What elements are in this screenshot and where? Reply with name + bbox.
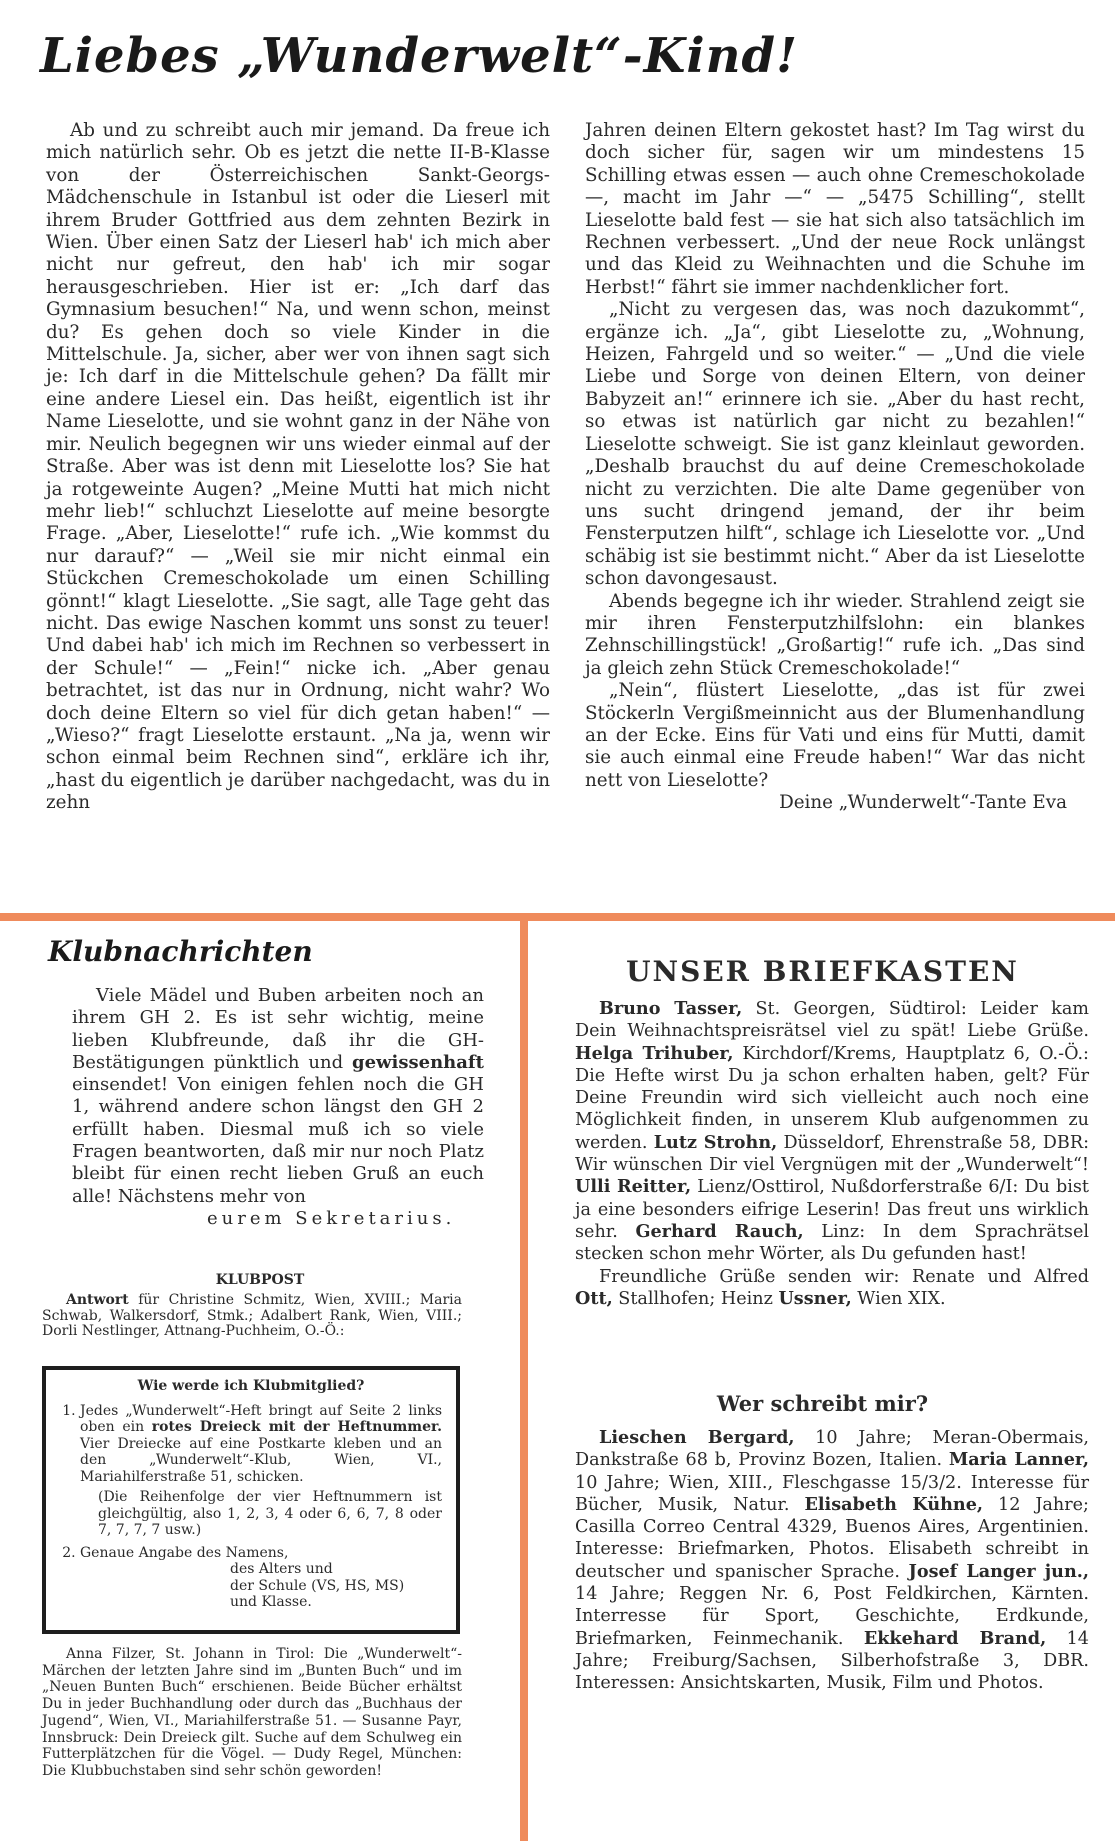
letter-name: Helga Trihuber, [575,1042,734,1064]
pen-pal-name: Elisabeth Kühne, [804,1493,984,1515]
article-paragraph: Ab und zu schreibt auch mir jemand. Da freue ich mich natürlich sehr. Ob es jetzt die nette II-B-Klasse von der Österreichischen Sankt-Georgs-Mädchenschule in Istanbul ist oder die Lieserl mit ihrem Bruder Gottfried aus dem zehnten Bezirk in Wien. Über einen Satz der Lieserl hab' ich mich aber nicht nur gefreut, den hab' ich mir sogar herausgeschrieben. Hier ist er: „Ich darf das Gymnasium besuchen!“ Na, und wenn schon, meinst du? Es gehen doch so viele Kinder in die Mittelschule. Ja, sicher, aber wer von ihnen sagt sich je: Ich darf in die Mittelschule gehen? Da fällt mir eine andere Liesel ein. Das heißt, eigentlich ist ihr Name Lieselotte, und sie wohnt ganz in der Nähe von mir. Neulich begegnen wir uns wieder einmal auf der Straße. Aber was ist denn mit Lieselotte los? Sie hat ja rotgeweinte Augen? „Meine Mutti hat mich nicht mehr lieb!“ schluchzt Lieselotte auf meine besorgte Frage. „Aber, Lieselotte!“ rufe ich. „Wie kommst du nur darauf?“ — „Weil sie mir nicht einmal ein Stückchen Cremeschokolade um einen Schilling gönnt!“ klagt Lieselotte. „Sie sagt, alle Tage geht das nicht. Das ewige Naschen kommt uns sonst zu teuer! Und dabei hab' ich mich im Rechnen so verbessert in der Schule!“ — „Fein!“ nicke ich. „Aber genau betrachtet, ist das nur in Ordnung, nicht wahr? Wo doch deine Eltern so viel für dich getan haben!“ — „Wieso?“ fragt Lieselotte erstaunt. „Na ja, wenn wir schon einmal beim Rechnen sind“, erkläre ich ihr, „hast du eigentlich je darüber nachgedacht, was du in zehn [46,120,550,814]
article-signature: Deine „Wunderwelt“-Tante Eva [779,792,1067,814]
article-paragraph: Jahren deinen Eltern gekostet hast? Im Tag wirst du doch sicher für, sagen wir um mindestens 15 Schilling etwas essen — auch ohne Cremeschokolade —, macht im Jahr —“ — „5475 Schilling“, stellt Lieselotte bald fest — sie hat sich also tatsächlich im Rechnen verbessert. „Und der neue Rock unlängst und das Kleid zu Weihnachten und die Schuhe im Herbst!“ fährt sie immer nachdenklicher fort. [585,120,1085,298]
briefkasten-title: UNSER BRIEFKASTEN [626,955,1019,988]
wer-schreibt-title: Wer schreibt mir? [716,1391,929,1416]
step-text: und Klasse. [230,1594,312,1610]
letter-text: Kirchdorf/Krems, Hauptplatz 6, O.-Ö.: Die Hefte wirst Du ja schon erhalten haben, gelt? Für Deine Freundin wird sich vielleicht auch noch eine Möglichkeit finden, in unserem Klub aufgenommen zu werden. [575,1043,1089,1153]
article-title: Liebes „Wunderwelt“-Kind! [40,28,799,84]
membership-step-1 [80,1403,442,1539]
step-text: Vier Dreiecke auf eine Postkarte kleben und an den „Wunderwelt“-Klub, Wien, VI., Mariahilferstraße 51, schicken. [80,1435,442,1485]
klub-signature: eurem Sekretarius. [207,1207,456,1229]
step-note: (Die Reihenfolge der vier Heftnummern ist gleichgültig, also 1, 2, 3, 4 oder 6, 6, 7, 8 oder 7, 7, 7, 7 usw.) [98,1489,442,1538]
letter-text: Düsseldorf, Ehrenstraße 58, DBR: Wir wünschen Dir viel Vergnügen mit der „Wunderwelt“! [575,1132,1090,1176]
article-paragraph: „Nicht zu vergesen das, was noch dazukommt“, ergänze ich. „Ja“, gibt Lieselotte zu, „Wohnung, Heizen, Fahrgeld und so weiter.“ — „Und die viele Liebe und Sorge von deinen Eltern, von deiner Babyzeit an!“ erinnere ich sie. „Aber du hast recht, so etwas ist natürlich gar nicht zu bezahlen!“ Lieselotte schweigt. Sie ist ganz kleinlaut geworden. „Deshalb brauchst du auf deine Cremeschokolade nicht zu verzichten. Die alte Dame gegenüber von uns sucht dringend jemand, der ihr beim Fensterputzen hilft“, schlage ich Lieselotte vor. „Und schäbig ist sie bestimmt nicht.“ Aber da ist Lieselotte schon davongesaust. [585,299,1085,590]
letter-name: Bruno Tasser, [599,998,743,1019]
pen-pal-text: 14 Jahre; Reggen Nr. 6, Post Feldkirchen, Kärnten. Interresse für Sport, Geschichte, Erdkunde, Briefmarken, Feinmechanik. [575,1584,1089,1649]
greetings-text: Freundliche Grüße senden wir: Renate und Alfred [599,1266,1089,1287]
horizontal-divider [0,913,1115,921]
greetings-name: Ott, [575,1287,613,1309]
step-text: der Schule (VS, HS, MS) [230,1577,405,1594]
klubpost-title: KLUBPOST [215,1272,305,1288]
greetings-text: Wien XIX. [851,1288,946,1309]
pen-pal-name: Ekkehard Brand, [863,1627,1047,1649]
pen-pal-text: 10 Jahre; Wien, XIII., Fleschgasse 15/3/2. Interesse für Bücher, Musik, Natur. [575,1472,1089,1515]
klub-footer [42,1646,462,1780]
klub-text: einsendet! Von einigen fehlen noch die GH 1, während andere schon längst den GH 2 erfüllt haben. Diesmal muß ich so viele Fragen beantworten, daß mir nur noch Platz bleibt für einen recht lieben Gruß an euch alle! Nächstens mehr von [72,1074,484,1207]
pen-pal-text: 12 Jahre; Casilla Correo Central 4329, Buenos Aires, Argentinien. Interesse: Briefmarken, Photos. Elisabeth schreibt in deutscher und spanischer Sprache. [575,1494,1089,1582]
pen-pal-name: Josef Langer jun., [908,1560,1089,1582]
step-text: Jedes „Wunderwelt“-Heft bringt auf Seite 2 links oben ein [80,1402,442,1435]
klub-bold: gewissenhaft [352,1051,484,1073]
article-column-right [585,120,1085,815]
letter-text: Linz: In dem Sprachrätsel stecken schon mehr Wörter, als Du gefunden hast! [575,1221,1089,1265]
membership-title: Wie werde ich Klubmitglied? [137,1378,365,1394]
klub-text: Viele Mädel und Buben arbeiten noch an ihrem GH 2. Es ist sehr wichtig, meine lieben Klubfreunde, daß ihr die GH-Bestätigungen pünktlich und [72,985,484,1073]
letter-text: St. Georgen, Südtirol: Leider kam Dein Weihnachtspreisrätsel viel zu spät! Liebe Grüße. [575,999,1089,1042]
article-column-left [46,120,550,815]
step-text: 2. Genaue Angabe des Namens, [80,1544,289,1561]
klubpost-body: für Christine Schmitz, Wien, XVIII.; Maria Schwab, Walkersdorf, Stmk.; Adalbert Rank, Wien, VIII.; Dorli Nestlinger, Attnang-Puchheim, O.-Ö.: [42,1292,462,1339]
membership-box [42,1366,460,1634]
step-text: des Alters und [230,1561,333,1577]
klub-title: Klubnachrichten [48,935,313,968]
briefkasten-body [575,998,1089,1310]
article-paragraph: Abends begegne ich ihr wieder. Strahlend zeigt sie mir ihren Fensterputzhilfslohn: ein blankes Zehnschillingstück! „Großartig!“ rufe ich. „Das sind ja gleich zehn Stück Cremeschokolade!“ [585,590,1085,679]
article-paragraph: „Nein“, flüstert Lieselotte, „das ist für zwei Stöckerln Vergißmeinnicht aus der Blumenhandlung an der Ecke. Eins für Vati und eins für Mutti, damit sie auch einmal eine Freude haben!“ War das nicht nett von Lieselotte? [585,680,1085,791]
klubpost-lead: Antwort [66,1292,129,1308]
membership-step-2 [80,1545,442,1611]
pen-pal-name: Lieschen Bergard, [599,1427,795,1448]
letter-name: Ulli Reitter, [575,1176,692,1198]
letter-text: Lienz/Osttirol, Nußdorferstraße 6/I: Du bist ja eine besonders eifrige Leserin! Das freut uns wirklich sehr. [575,1177,1089,1242]
greetings-name: Ussner, [778,1287,852,1309]
klub-body [72,985,484,1230]
step-bold: rotes Dreieck mit der Heftnummer. [151,1419,442,1435]
klubpost-text [42,1293,462,1340]
pen-pal-name: Maria Lanner, [948,1449,1089,1471]
letter-name: Lutz Strohn, [653,1131,778,1153]
greetings-text: Stallhofen; Heinz [612,1288,779,1309]
wer-schreibt-body [575,1427,1089,1695]
letter-name: Gerhard Rauch, [635,1220,804,1242]
klub-footer-text: Anna Filzer, St. Johann in Tirol: Die „Wunderwelt“-Märchen der letzten Jahre sind im „Bunten Buch“ und im „Neuen Bunten Buch“ erschienen. Beide Bücher erhältst Du in jeder Buchhandlung oder durch das „Buchhaus der Jugend“, Wien, VI., Mariahilferstraße 51. — Susanne Payr, Innsbruck: Dein Dreieck gilt. Suche auf dem Schulweg ein Futterplätzchen für die Vögel. — Dudy Regel, München: Die Klubbuchstaben sind sehr schön geworden! [42,1646,462,1779]
pen-pal-text: 10 Jahre; Meran-Obermais, Dankstraße 68 b, Provinz Bozen, Italien. [575,1428,1089,1471]
vertical-divider [520,913,528,1841]
pen-pal-text: 14 Jahre; Freiburg/Sachsen, Silberhofstraße 3, DBR. Interessen: Ansichtskarten, Musik, Film und Photos. [575,1628,1089,1694]
